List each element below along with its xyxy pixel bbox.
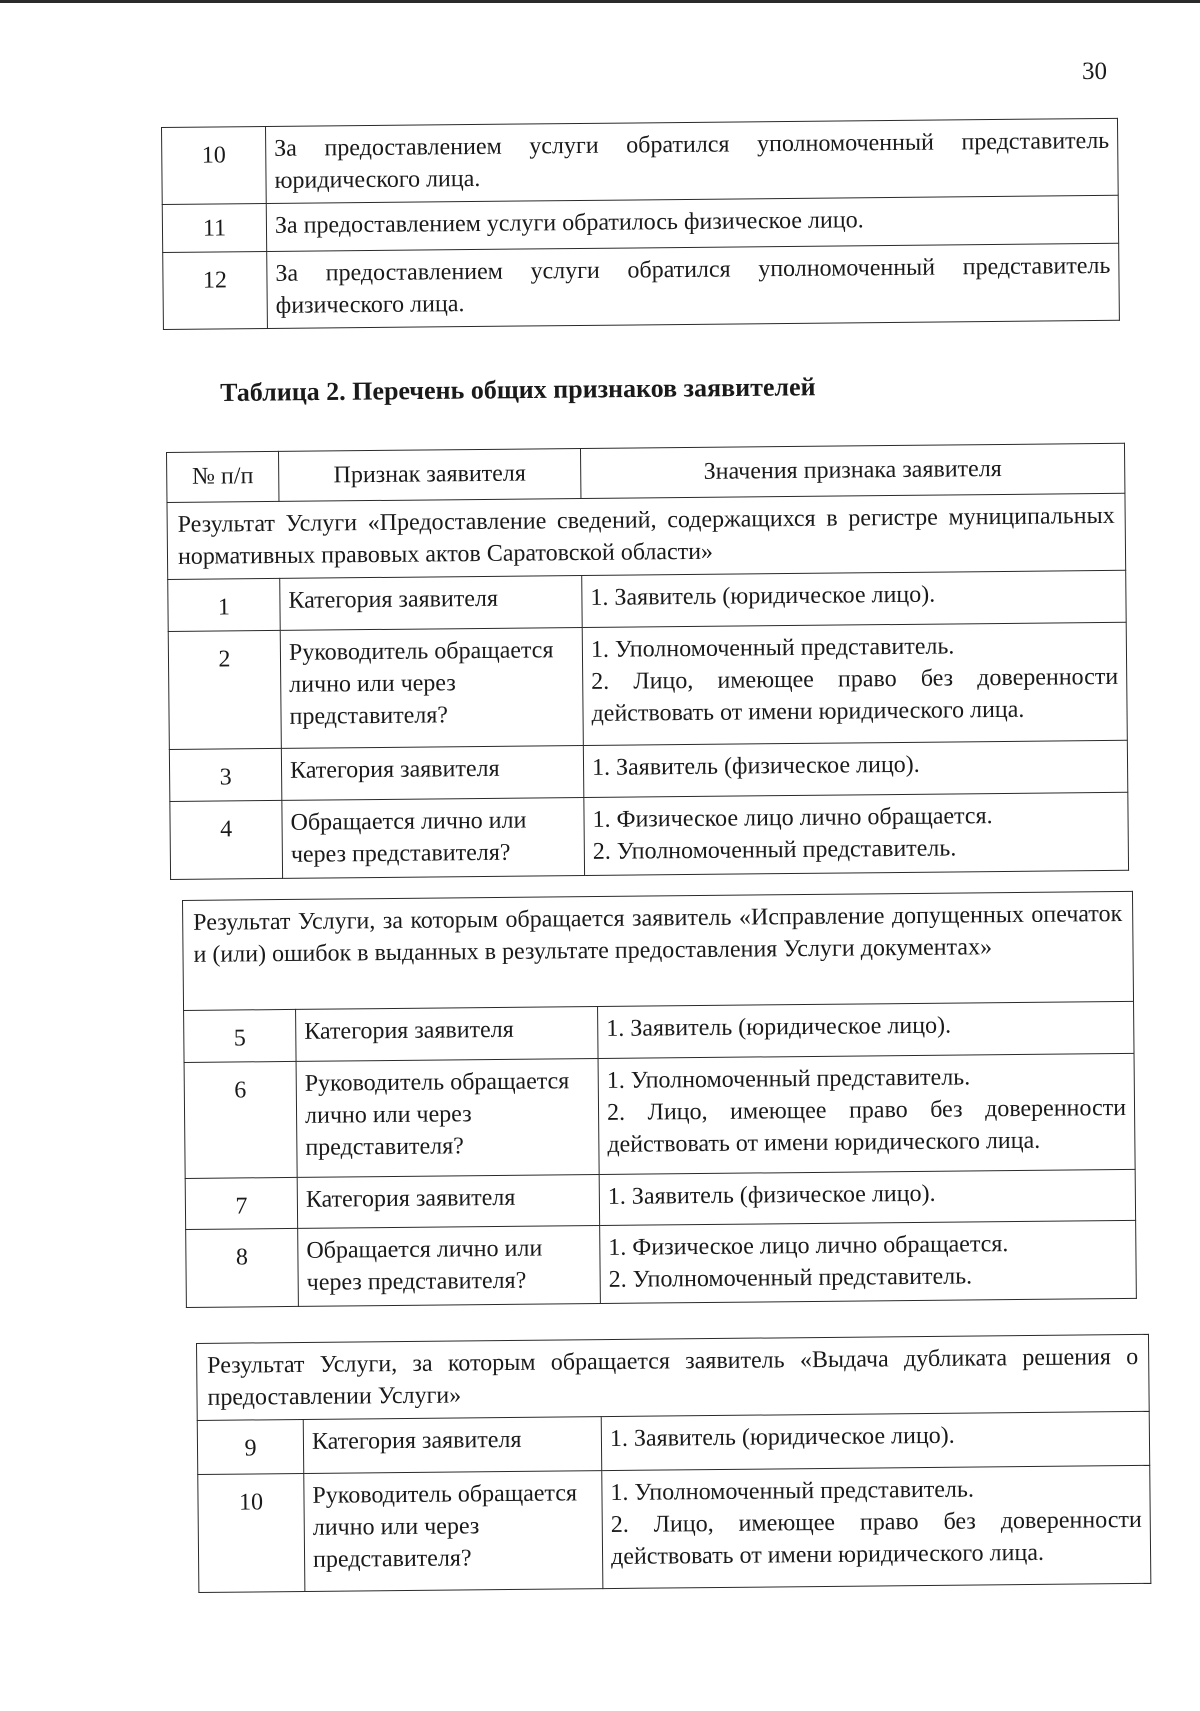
row-number: 9 <box>197 1419 304 1474</box>
value-line: 1. Уполномоченный представитель. <box>610 1476 975 1507</box>
group-title-row <box>167 493 1126 579</box>
table-row <box>184 1001 1134 1062</box>
row-number: 11 <box>162 203 266 252</box>
row-text: За предоставлением услуги обратился уполномоченный представитель физического лица. <box>267 243 1120 328</box>
value-line: 1. Заявитель (юридическое лицо). <box>606 1012 952 1042</box>
header-values: Значения признака заявителя <box>580 443 1124 498</box>
value-line: 1. Заявитель (юридическое лицо). <box>590 581 936 611</box>
value-line: 2. Уполномоченный представитель. <box>608 1263 973 1293</box>
table-row <box>168 570 1126 631</box>
table-header-row <box>167 443 1125 502</box>
row-number: 3 <box>169 748 281 801</box>
header-number: № п/п <box>167 451 279 502</box>
row-values <box>584 792 1129 875</box>
row-number: 5 <box>184 1009 296 1062</box>
row-attribute: Категория заявителя <box>280 576 582 631</box>
row-values <box>598 1053 1135 1174</box>
row-text: За предоставлением услуги обратился уполномоченный представитель юридического лица. <box>266 118 1119 203</box>
group-title: Результат Услуги, за которым обращается заявитель «Исправление допущенных опечаток и (или) ошибок в выданных в результате предоставления Услуги документах» <box>183 891 1134 1010</box>
row-attribute: Категория заявителя <box>281 746 583 801</box>
row-number: 6 <box>184 1061 297 1178</box>
row-attribute: Руководитель обращается лично или через представителя? <box>280 628 583 749</box>
row-number: 4 <box>170 800 283 879</box>
table-row <box>198 1465 1151 1592</box>
group-title-row <box>183 891 1134 1010</box>
value-line: 2. Лицо, имеющее право без доверенности действовать от имени юридического лица. <box>610 1506 1142 1571</box>
value-line: 2. Лицо, имеющее право без доверенности действовать от имени юридического лица. <box>606 1094 1127 1158</box>
table-row <box>186 1220 1137 1307</box>
row-number: 12 <box>163 251 268 329</box>
row-attribute: Категория заявителя <box>297 1175 599 1229</box>
value-line: 1. Физическое лицо лично обращается. <box>592 803 993 833</box>
row-values <box>598 1001 1134 1058</box>
value-line: 1. Заявитель (физическое лицо). <box>591 751 920 781</box>
row-values <box>599 1169 1135 1225</box>
table-row <box>169 740 1127 801</box>
table-row <box>162 118 1119 204</box>
row-number: 10 <box>198 1473 305 1592</box>
row-attribute: Руководитель обращается лично или через представителя? <box>304 1471 603 1592</box>
continuation-table <box>161 118 1120 330</box>
table-row <box>197 1411 1149 1474</box>
row-number: 2 <box>168 630 281 749</box>
group-title: Результат Услуги «Предоставление сведений, содержащихся в регистре муниципальных нормативных правовых актов Саратовской области» <box>167 493 1126 579</box>
value-line: 1. Заявитель (юридическое лицо). <box>609 1422 955 1453</box>
row-values <box>582 570 1126 627</box>
applicant-features-table <box>166 443 1129 880</box>
row-values <box>601 1411 1149 1470</box>
page-number: 30 <box>1082 58 1107 85</box>
row-attribute: Категория заявителя <box>296 1007 598 1062</box>
row-number: 7 <box>185 1177 297 1229</box>
row-text: За предоставлением услуги обратилось физическое лицо. <box>266 195 1118 251</box>
row-attribute: Руководитель обращается лично или через представителя? <box>296 1059 599 1178</box>
value-line: 1. Уполномоченный представитель. <box>590 633 955 663</box>
value-line: 2. Лицо, имеющее право без доверенности действовать от имени юридического лица. <box>591 663 1119 727</box>
row-attribute: Категория заявителя <box>303 1417 602 1474</box>
value-line: 1. Заявитель (физическое лицо). <box>607 1180 936 1210</box>
group-title: Результат Услуги, за которым обращается заявитель «Выдача дубликата решения о предоставлении Услуги» <box>197 1334 1150 1420</box>
row-values <box>582 622 1127 745</box>
value-line: 1. Уполномоченный представитель. <box>606 1064 971 1094</box>
row-values <box>583 740 1127 797</box>
value-line: 2. Уполномоченный представитель. <box>592 835 957 865</box>
row-number: 8 <box>186 1228 299 1307</box>
table-row <box>168 622 1127 749</box>
row-number: 1 <box>168 578 280 631</box>
row-attribute: Обращается лично или через представителя? <box>282 798 585 879</box>
table-row <box>163 243 1120 329</box>
row-attribute: Обращается лично или через представителя? <box>298 1226 601 1307</box>
scan-top-edge <box>0 0 1200 3</box>
table-caption: Таблица 2. Перечень общих признаков заявителей <box>220 372 816 407</box>
table-row <box>185 1169 1135 1229</box>
row-number: 10 <box>162 126 267 204</box>
row-values <box>602 1465 1151 1588</box>
table-row <box>170 792 1129 879</box>
value-line: 1. Физическое лицо лично обращается. <box>608 1231 1009 1261</box>
table-row <box>184 1053 1135 1178</box>
row-values <box>600 1220 1137 1303</box>
header-attribute: Признак заявителя <box>278 449 580 502</box>
group-title-row <box>197 1334 1150 1420</box>
applicant-features-table-group-2 <box>182 891 1137 1308</box>
applicant-features-table-group-3 <box>196 1334 1151 1593</box>
